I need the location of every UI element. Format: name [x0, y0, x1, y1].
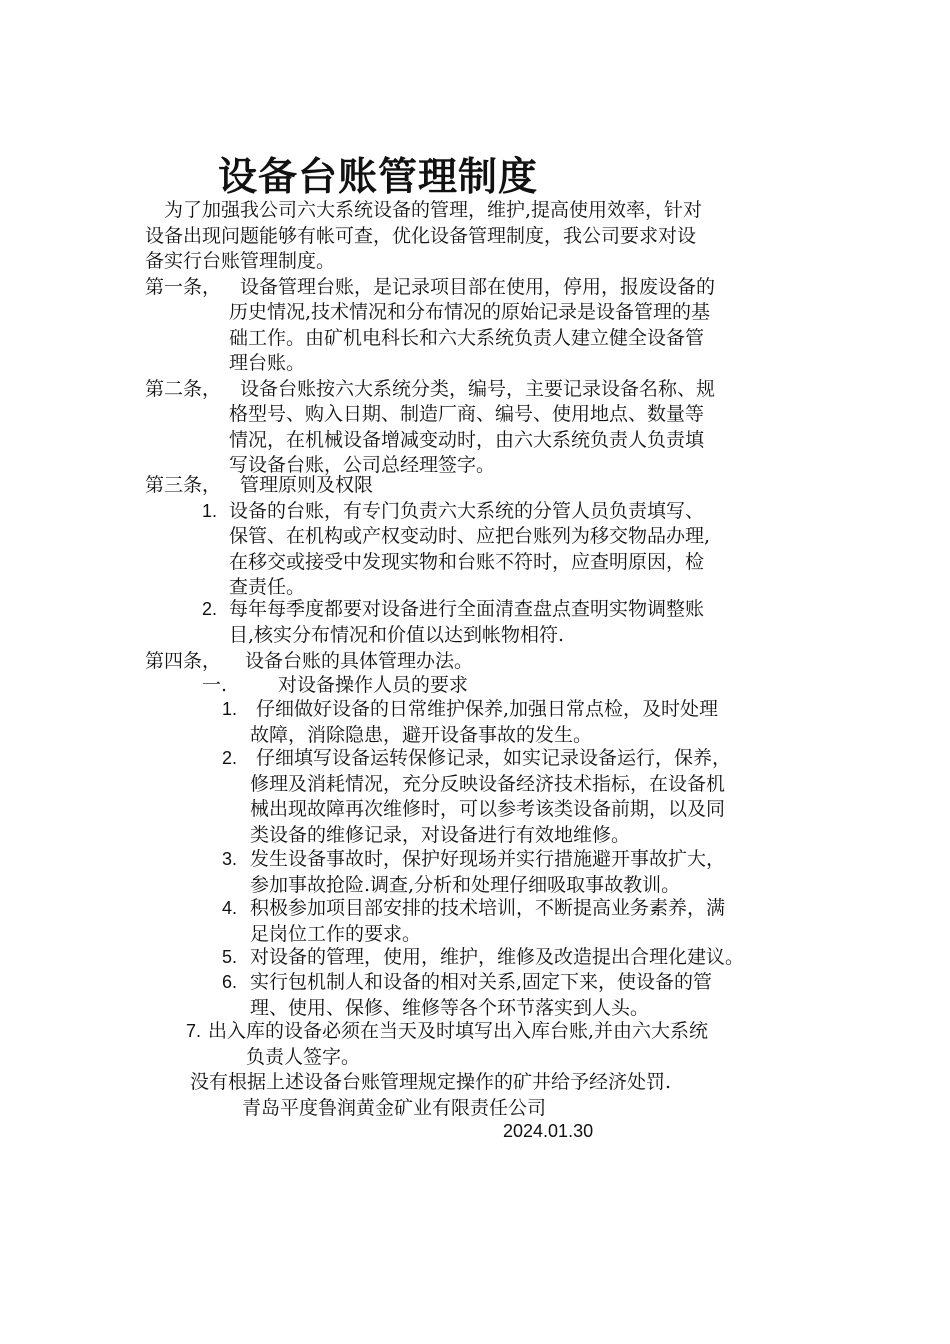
article-1-line: 理台账。	[229, 352, 306, 374]
article-4-item-3-line: 参加事故抢险.调查,分析和处理仔细吸取事故教训。	[250, 873, 681, 896]
document-date: 2024.01.30	[503, 1121, 594, 1141]
article-4-item-6-number: 6.	[222, 972, 238, 992]
article-1-label: 第一条，	[145, 275, 222, 298]
article-4-sub-heading: 对设备操作人员的要求	[278, 674, 469, 696]
article-4-item-5-number: 5.	[222, 947, 238, 967]
document-title: 设备台账管理制度	[218, 155, 539, 200]
article-4-item-4-line: 足岗位工作的要求。	[250, 922, 422, 945]
article-3-heading: 管理原则及权限	[240, 474, 374, 496]
article-3-label: 第三条，	[145, 474, 222, 496]
article-4-item-5-line: 对设备的管理，使用，维护，维修及改造提出合理化建议。	[250, 946, 745, 968]
penalty-statement: 没有根据上述设备台账管理规定操作的矿井给予经济处罚.	[190, 1071, 672, 1093]
article-3-item-2-line: 目,核实分布情况和价值以达到帐物相符.	[229, 623, 565, 646]
article-4-item-2-line: 修理及消耗情况，充分反映设备经济技术指标，在设备机	[250, 772, 726, 795]
article-4-item-1-line: 仔细做好设备的日常维护保养,加强日常点检，及时处理	[256, 698, 719, 720]
article-3-item-1-line: 设备的台账，有专门负责六大系统的分管人员负责填写、	[229, 499, 705, 522]
company-name: 青岛平度鲁润黄金矿业有限责任公司	[242, 1096, 547, 1119]
article-4-item-3-line: 发生设备事故时，保护好现场并实行措施避开事故扩大，	[250, 848, 726, 870]
intro-line-2: 设备出现问题能够有帐可查，优化设备管理制度，我公司要求对设	[145, 224, 697, 247]
article-4-item-2-line: 仔细填写设备运转保修记录，如实记录设备运行，保养，	[256, 747, 732, 769]
article-3-item-1-line: 保管、在机构或产权变动时、应把台账列为移交物品办理,	[229, 525, 711, 547]
article-3-item-1-number: 1.	[202, 500, 218, 521]
intro-line-1: 为了加强我公司六大系统设备的管理，维护,提高使用效率，针对	[164, 199, 703, 221]
article-4-item-2-number: 2.	[222, 748, 238, 768]
article-1-line: 历史情况,技术情况和分布情况的原始记录是设备管理的基	[229, 301, 711, 323]
article-3-item-2-line: 每年每季度都要对设备进行全面清查盘点查明实物调整账	[229, 598, 705, 620]
article-4-heading: 设备台账的具体管理办法。	[245, 650, 474, 672]
article-4-item-2-line: 械出现故障再次维修时，可以参考该类设备前期，以及同	[250, 798, 726, 820]
article-4-item-3-number: 3.	[222, 849, 238, 869]
article-4-item-7-number: 7.	[186, 1021, 202, 1041]
article-4-item-1-number: 1.	[222, 699, 238, 719]
article-2-line: 设备台账按六大系统分类，编号，主要记录设备名称、规	[240, 377, 716, 400]
article-4-item-7-line: 出入库的设备必须在当天及时填写出入库台账,并由六大系统	[208, 1020, 709, 1042]
article-3-item-1-line: 查责任。	[229, 576, 306, 598]
article-3-item-2-number: 2.	[202, 599, 218, 619]
article-4-item-4-number: 4.	[222, 898, 238, 918]
article-4-item-1-line: 故障，消除隐患，避开设备事故的发生。	[250, 723, 593, 746]
article-2-line: 格型号、购入日期、制造厂商、编号、使用地点、数量等	[229, 403, 705, 425]
article-4-label: 第四条，	[145, 650, 222, 672]
article-4-item-6-line: 实行包机制人和设备的相对关系,固定下来，使设备的管	[250, 971, 713, 993]
article-2-line: 写设备台账，公司总经理签字。	[229, 454, 496, 476]
article-2-label: 第二条，	[145, 377, 222, 400]
article-4-item-2-line: 类设备的维修记录，对设备进行有效地维修。	[250, 823, 631, 846]
article-4-item-4-line: 积极参加项目部安排的技术培训，不断提高业务素养，满	[250, 897, 726, 919]
article-2-line: 情况，在机械设备增减变动时，由六大系统负责人负责填	[229, 428, 705, 451]
article-1-line: 础工作。由矿机电科长和六大系统负责人建立健全设备管	[229, 326, 705, 349]
article-4-item-7-line: 负责人签字。	[246, 1045, 361, 1068]
article-4-item-6-line: 理、使用、保修、维修等各个环节落实到人头。	[250, 996, 650, 1019]
article-4-sub-number: 一.	[202, 674, 228, 696]
article-3-item-1-line: 在移交或接受中发现实物和台账不符时，应查明原因，检	[229, 550, 705, 573]
article-1-line: 设备管理台账，是记录项目部在使用，停用，报废设备的	[240, 275, 716, 298]
intro-line-3: 备实行台账管理制度。	[145, 250, 336, 272]
